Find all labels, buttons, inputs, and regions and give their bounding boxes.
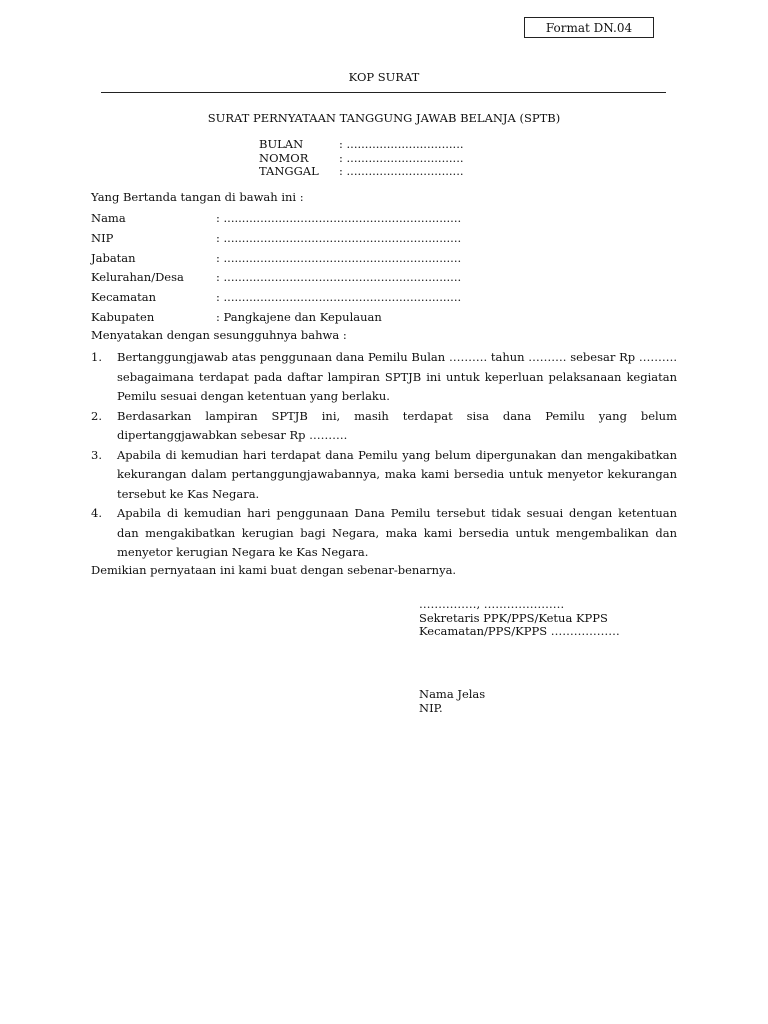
list-item-number: 4.	[91, 506, 102, 520]
field-row-village	[91, 269, 461, 289]
meta-label: BULAN	[259, 137, 304, 151]
field-label: Kecamatan	[91, 290, 157, 305]
meta-label: TANGGAL	[259, 164, 319, 178]
field-value: : .................................................................	[216, 290, 462, 305]
intro-text: Yang Bertanda tangan di bawah ini :	[91, 190, 304, 204]
field-value: : .................................................................	[216, 230, 462, 245]
field-value: : .................................................................	[216, 250, 462, 265]
field-label: Nama	[91, 211, 126, 225]
list-item-number: 2.	[91, 408, 102, 423]
meta-row-date	[259, 165, 464, 179]
signature-place-date: ……………, …………………	[419, 597, 565, 611]
list-item-text: Berdasarkan lampiran SPTJB ini, masih terdapat sisa dana Pemilu yang belum dipertanggjawabkan sebesar Rp ……….	[117, 408, 677, 442]
letterhead-divider	[101, 92, 666, 93]
meta-row-month	[259, 138, 464, 152]
field-label: Kelurahan/Desa	[91, 270, 184, 285]
list-item-number: 1.	[91, 350, 102, 364]
field-row-nip	[91, 230, 461, 250]
statement-list	[91, 348, 677, 563]
field-row-regency	[91, 309, 461, 329]
statement-text: Menyatakan dengan sesungguhnya bahwa :	[91, 328, 347, 342]
list-item	[91, 504, 677, 563]
meta-value: : ................................	[339, 164, 464, 178]
signature-nip: NIP.	[419, 700, 443, 715]
document-meta	[259, 138, 464, 179]
field-label: NIP	[91, 230, 114, 245]
signature-block	[419, 598, 620, 639]
list-item	[91, 446, 677, 505]
meta-value: : ................................	[339, 137, 464, 151]
signature-position: Sekretaris PPK/PPS/Ketua KPPS	[419, 610, 608, 625]
list-item	[91, 348, 677, 407]
list-item-text: Apabila di kemudian hari terdapat dana Pemilu yang belum dipergunakan dan mengakibatkan kekurangan dalam pertanggungjawabannya, maka kami bersedia untuk menyetor kekurangan tersebut ke Kas Negara.	[117, 447, 677, 501]
format-label: Format DN.04	[524, 17, 654, 38]
document-title: SURAT PERNYATAAN TANGGUNG JAWAB BELANJA (SPTB)	[207, 111, 561, 125]
field-label: Kabupaten	[91, 309, 155, 324]
meta-label: NOMOR	[259, 150, 309, 165]
list-item-text: Bertanggungjawab atas penggunaan dana Pemilu Bulan ………. tahun ………. sebesar Rp ………. sebagaimana terdapat pada daftar lampiran SPTJB ini untuk keperluan pelaksanaan kegiatan Pemilu sesuai dengan ketentuan yang berlaku.	[117, 350, 677, 403]
signature-name-block	[419, 688, 485, 715]
field-value: : Pangkajene dan Kepulauan	[216, 309, 382, 324]
list-item	[91, 407, 677, 446]
signature-unit: Kecamatan/PPS/KPPS ………………	[419, 624, 620, 638]
field-label: Jabatan	[91, 250, 136, 265]
signer-fields	[91, 210, 461, 329]
field-value: : .................................................................	[216, 211, 462, 225]
field-row-name	[91, 210, 461, 230]
closing-text: Demikian pernyataan ini kami buat dengan sebenar-benarnya.	[91, 563, 457, 577]
field-value: : .................................................................	[216, 270, 462, 285]
field-row-position	[91, 250, 461, 270]
letterhead-placeholder: KOP SURAT	[348, 70, 420, 84]
meta-row-number	[259, 152, 464, 166]
list-item-text: Apabila di kemudian hari penggunaan Dana Pemilu tersebut tidak sesuai dengan ketentuan dan mengakibatkan kerugian bagi Negara, maka kami bersedia untuk mengembalikan dan menyetor kerugian Negara ke Kas Negara.	[117, 506, 677, 559]
meta-value: : ................................	[339, 150, 464, 165]
list-item-number: 3.	[91, 447, 102, 462]
field-row-district	[91, 289, 461, 309]
signature-name: Nama Jelas	[419, 687, 486, 701]
